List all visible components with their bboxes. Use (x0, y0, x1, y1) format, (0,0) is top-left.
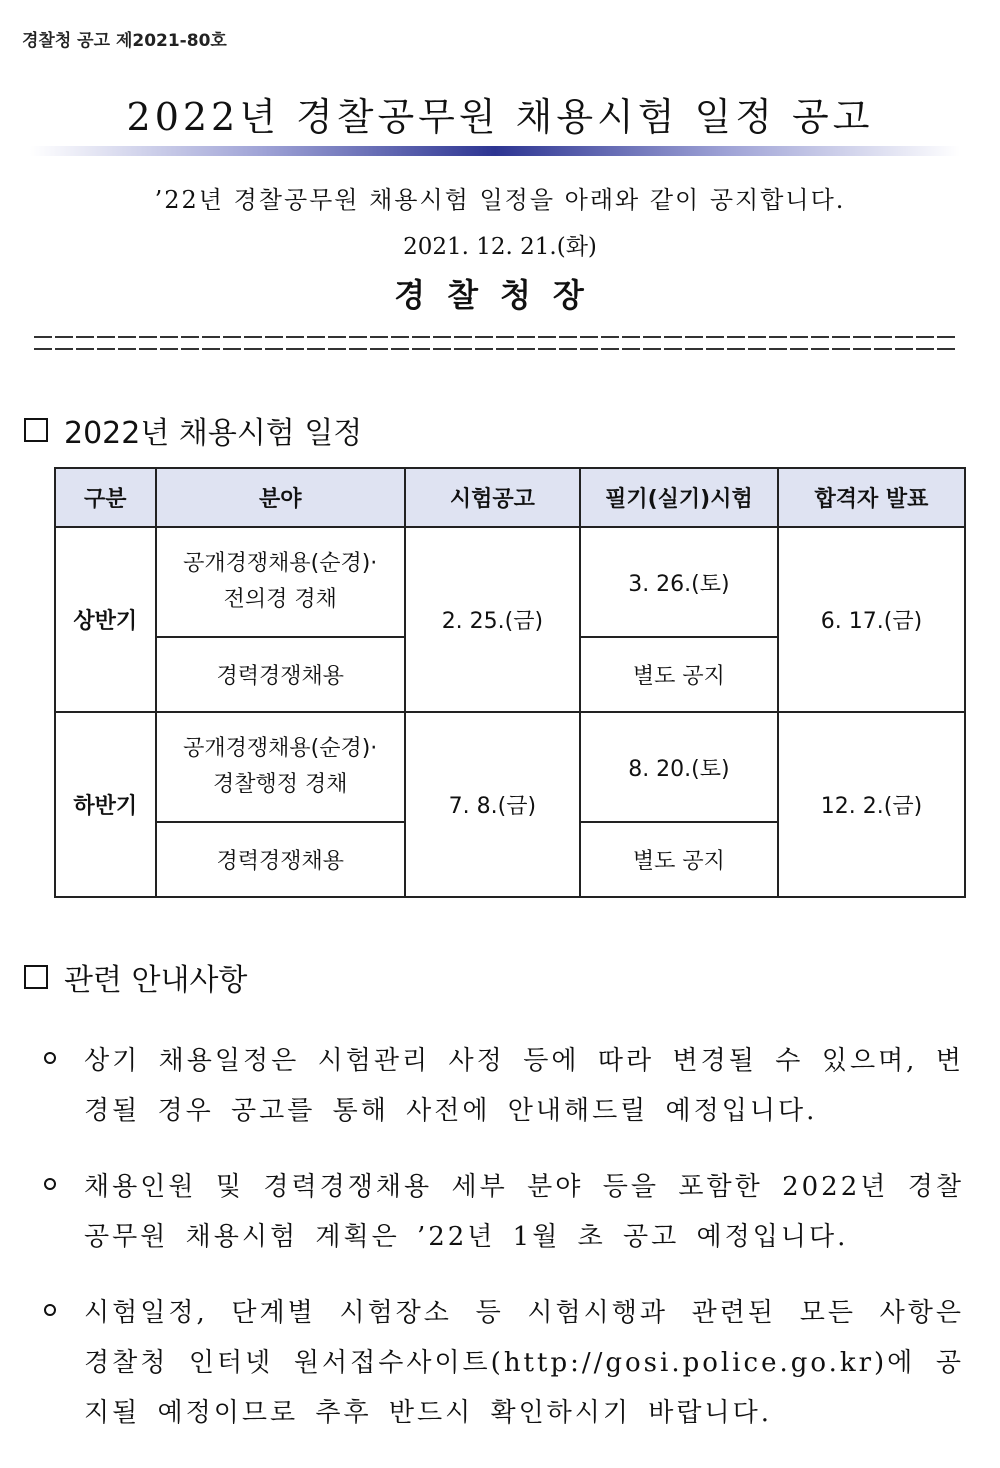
schedule-heading-text: 2022년 채용시험 일정 (64, 416, 363, 451)
table-header-row (55, 468, 965, 527)
result-date-cell: 12. 2.(금) (778, 712, 965, 897)
field-open-cell (156, 527, 405, 637)
header-notice: 시험공고 (405, 468, 580, 527)
field-career-cell: 경력경쟁채용 (156, 822, 405, 897)
header-written-exam: 필기(실기)시험 (580, 468, 778, 527)
info-section-heading (24, 955, 247, 999)
written-separate-cell: 별도 공지 (580, 637, 778, 712)
table-row (55, 712, 965, 822)
result-date-cell: 6. 17.(금) (778, 527, 965, 712)
header-result: 합격자 발표 (778, 468, 965, 527)
half-label: 상반기 (55, 527, 156, 712)
half-label: 하반기 (55, 712, 156, 897)
field-open-line1: 공개경쟁채용(순경)· (183, 736, 378, 761)
field-open-line2: 전의경 경채 (223, 587, 337, 612)
schedule-table (54, 467, 966, 898)
list-item (44, 1288, 974, 1438)
written-separate-cell: 별도 공지 (580, 822, 778, 897)
written-date-cell: 8. 20.(토) (580, 712, 778, 822)
info-bullet-list (44, 1036, 974, 1464)
bullet-text: 채용인원 및 경력경쟁채용 세부 분야 등을 포함한 2022년 경찰공무원 채용시험 계획은 ’22년 1월 초 공고 예정입니다. (84, 1172, 964, 1252)
schedule-section-heading (24, 408, 362, 452)
notice-date-cell: 7. 8.(금) (405, 712, 580, 897)
circle-bullet-icon (44, 1052, 56, 1064)
intro-text: ’22년 경찰공무원 채용시험 일정을 아래와 같이 공지합니다. (154, 186, 846, 214)
written-date-cell: 3. 26.(토) (580, 527, 778, 637)
notice-date-cell: 2. 25.(금) (405, 527, 580, 712)
bullet-text: 상기 채용일정은 시험관리 사정 등에 따라 변경될 수 있으며, 변경될 경우 공고를 통해 사전에 안내해드릴 예정입니다. (84, 1046, 964, 1126)
circle-bullet-icon (44, 1304, 56, 1316)
header-field: 분야 (156, 468, 405, 527)
info-heading-text: 관련 안내사항 (64, 963, 248, 998)
page-title: 2022년 경찰공무원 채용시험 일정 공고 (126, 95, 874, 139)
field-open-line2: 경찰행정 경채 (212, 772, 348, 797)
table-row (55, 527, 965, 637)
checkbox-square-icon (24, 965, 48, 989)
field-open-cell (156, 712, 405, 822)
bullet-text: 시험일정, 단계별 시험장소 등 시험시행과 관련된 모든 사항은 경찰청 인터넷 원서접수사이트(http://gosi.police.go.kr)에 공지될 예정이므로 추후 반드시 확인하시기 바랍니다. (84, 1298, 964, 1428)
issuer-name: 경찰청장 (394, 276, 606, 314)
list-item (44, 1162, 974, 1262)
double-divider (34, 336, 958, 350)
checkbox-square-icon (24, 418, 48, 442)
list-item (44, 1036, 974, 1136)
field-open-line1: 공개경쟁채용(순경)· (183, 551, 378, 576)
title-underline-bar (30, 146, 960, 156)
notice-number: 경찰청 공고 제2021-80호 (22, 31, 227, 51)
circle-bullet-icon (44, 1178, 56, 1190)
header-category: 구분 (55, 468, 156, 527)
field-career-cell: 경력경쟁채용 (156, 637, 405, 712)
notice-date: 2021. 12. 21.(화) (403, 234, 597, 260)
